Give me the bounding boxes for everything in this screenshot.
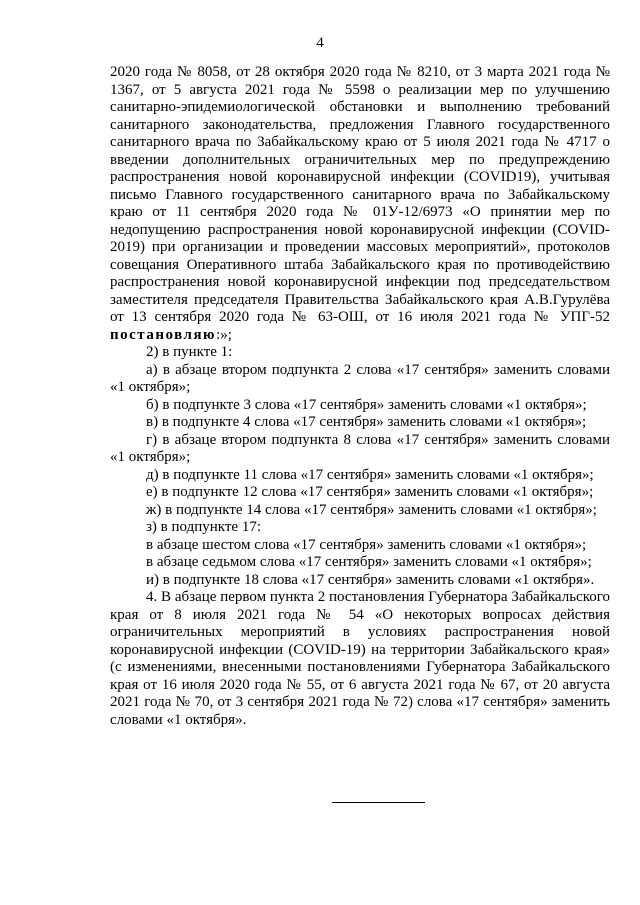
item-z: з) в подпункте 17: [146, 519, 262, 535]
item-i: и) в подпункте 18 слова «17 сентября» заменить словами «1 октября». [146, 571, 595, 588]
item-e: е) в подпункте 12 слова «17 сентября» заменить словами «1 октября»; [146, 484, 594, 500]
item-b: б) в подпункте 3 слова «17 сентября» заменить словами «1 октября»; [146, 396, 587, 413]
document-body [110, 64, 610, 729]
preamble-tail: :»; [216, 326, 232, 343]
item-g: г) в абзаце втором подпункта 8 слова «17 сентября» заменить словами «1 октября»; [110, 431, 610, 465]
decree-keyword: постановляю [110, 326, 217, 343]
item-2: 2) в пункте 1: [146, 344, 233, 360]
item-a: а) в абзаце втором подпункта 2 слова «17 сентября» заменить словами «1 октября»; [110, 361, 610, 395]
item-d: д) в подпункте 11 слова «17 сентября» заменить словами «1 октября»; [146, 466, 594, 483]
preamble-text: 2020 года № 8058, от 28 октября 2020 года № 8210, от 3 марта 2021 года № 1367, от 5 августа 2021 года № 5598 о реализации мер по улучшению санитарно-эпидемиологической обстановки и выполнению требований санитарного законодательства, предложения Главного государственного санитарного врача по Забайкальскому краю от 5 июля 2021 года № 4717 о введении дополнительных ограничительных мер по предупреждению распространения новой коронавирусной инфекции (COVID19), учитывая письмо Главного государственного санитарного врача по Забайкальскому краю от 11 сентября 2020 года № 01У-12/6973 «О принятии мер по недопущению распространения новой коронавирусной инфекции (COVID-2019) при организации и проведении массовых мероприятий», протоколов совещания Оперативного штаба Забайкальского края по противодействию распространения новой коронавирусной инфекции под председательством заместителя председателя Правительства Забайкальского края А.В.Гурулёва от 13 сентября 2020 года № 63-ОШ, от 16 июля 2021 года № УПГ-52 [110, 64, 610, 325]
signature-divider-line [332, 802, 425, 803]
item-z-sub-2: в абзаце седьмом слова «17 сентября» заменить словами «1 октября»; [146, 554, 592, 570]
paragraph-preamble [110, 64, 610, 344]
item-zh: ж) в подпункте 14 слова «17 сентября» заменить словами «1 октября»; [146, 501, 597, 518]
item-z-sub-1: в абзаце шестом слова «17 сентября» заменить словами «1 октября»; [146, 536, 587, 553]
item-v: в) в подпункте 4 слова «17 сентября» заменить словами «1 октября»; [146, 414, 587, 430]
paragraph-4: 4. В абзаце первом пункта 2 постановления Губернатора Забайкальского края от 8 июля 2021 года № 54 «О некоторых вопросах действия ограничительных мероприятий в условиях распространения новой коронавирусной инфекции (COVID-19) на территории Забайкальского края» (с изменениями, внесенными постановлениями Губернатора Забайкальского края от 16 июля 2020 года № 55, от 6 августа 2021 года № 67, от 20 августа 2021 года № 70, от 3 сентября 2021 года № 72) слова «17 сентября» заменить словами «1 октября». [110, 589, 610, 728]
page-number: 4 [316, 35, 324, 51]
